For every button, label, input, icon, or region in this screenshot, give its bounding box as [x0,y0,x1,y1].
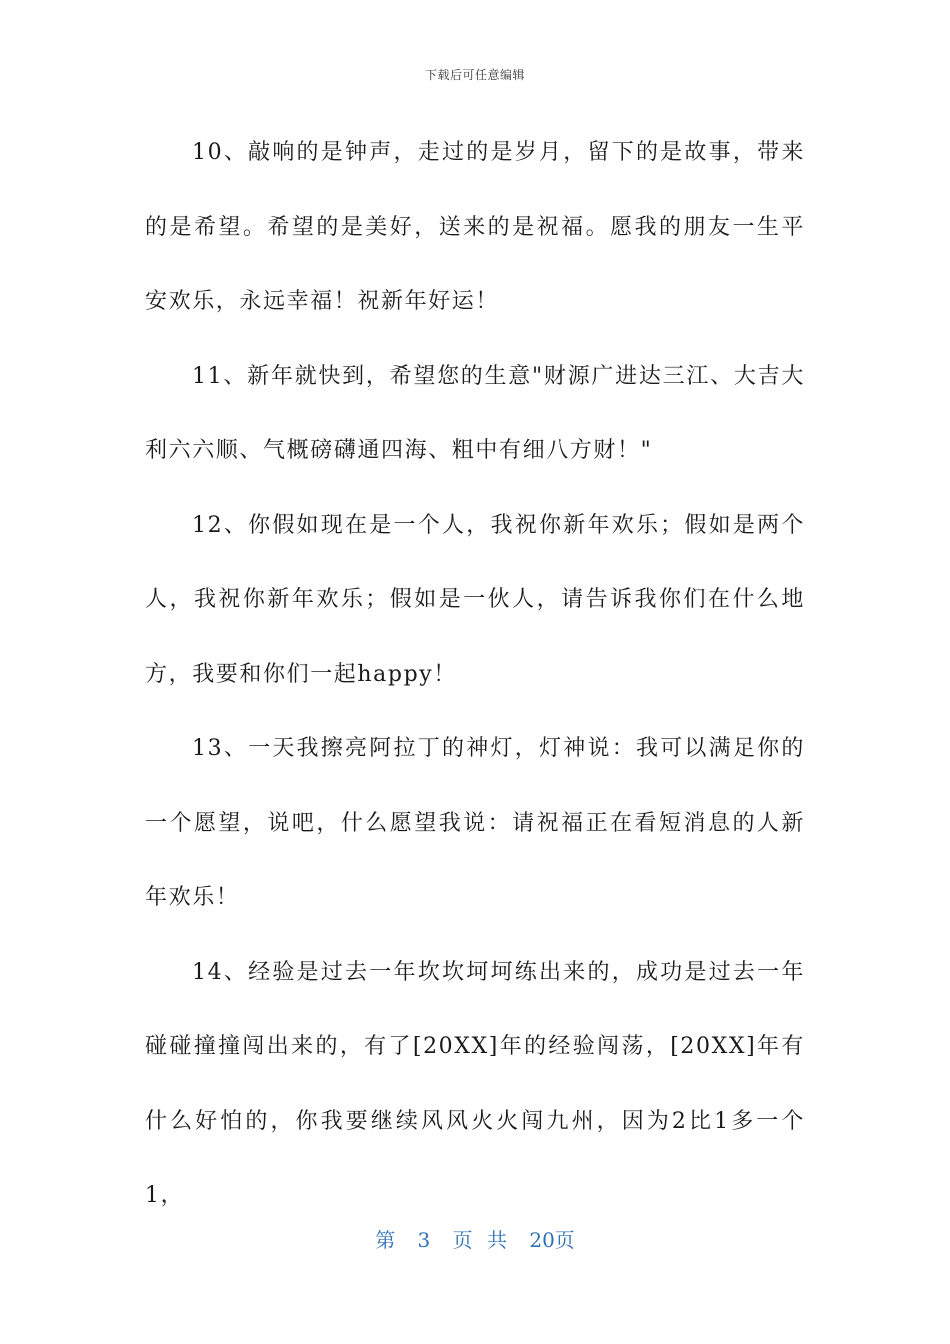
page-header: 下载后可任意编辑 [424,68,525,82]
footer-prefix: 第 [375,1228,396,1252]
paragraph-13: 13、一天我擦亮阿拉丁的神灯，灯神说：我可以满足你的一个愿望，说吧，什么愿望我说：请祝福正在看短消息的人新年欢乐！ [145,736,805,910]
paragraph-14: 14、经验是过去一年坎坎坷坷练出来的，成功是过去一年碰碰撞撞闯出来的，有了[20XX]年的经验闯荡，[20XX]年有什么好怕的，你我要继续风风火火闯九州，因为2比1多一个1， [145,959,805,1208]
paragraph-10: 10、敲响的是钟声，走过的是岁月，留下的是故事，带来的是希望。希望的是美好，送来的是祝福。愿我的朋友一生平安欢乐，永远幸福！祝新年好运！ [145,140,805,314]
footer-total-pages: 20页 [529,1228,575,1252]
paragraph-12: 12、你假如现在是一个人，我祝你新年欢乐；假如是两个人，我祝你新年欢乐；假如是一伙人，请告诉我你们在什么地方，我要和你们一起happy！ [145,512,805,687]
document-body [145,116,805,1234]
footer-page-number: 3 [417,1228,431,1252]
page-footer [0,1224,950,1253]
footer-middle: 页 共 [452,1228,507,1252]
paragraph-11: 11、新年就快到，希望您的生意"财源广进达三江、大吉大利六六顺、气概磅礴通四海、粗中有细八方财！" [145,363,805,463]
